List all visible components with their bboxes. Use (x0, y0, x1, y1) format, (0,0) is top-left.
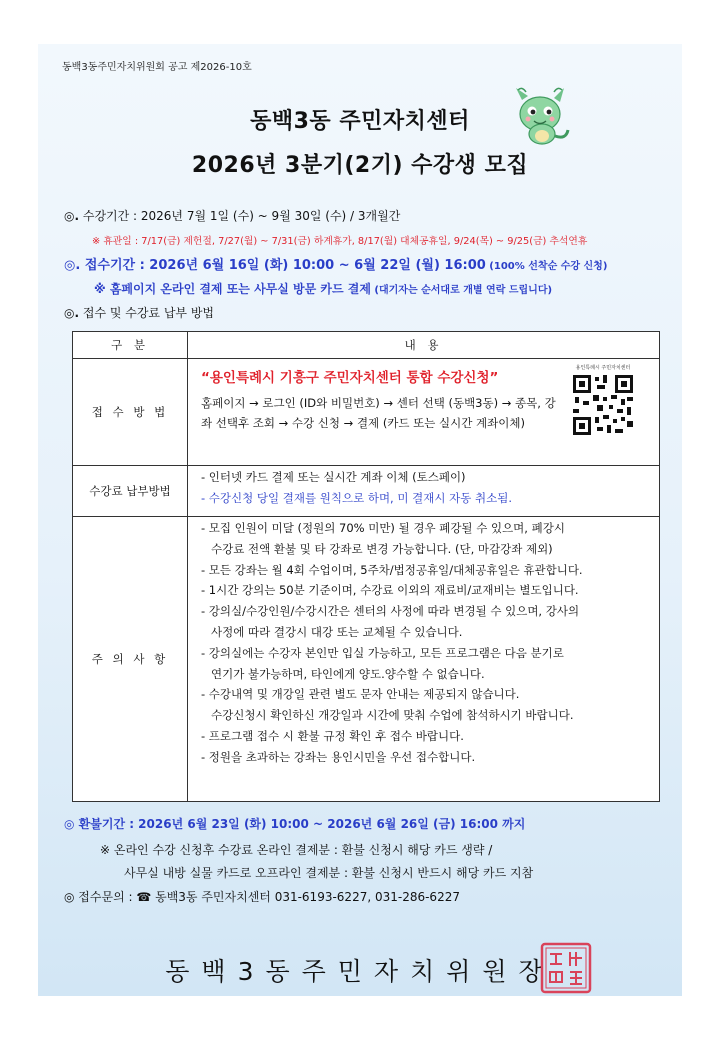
qr-caption: 용인특례시 주민자치센터 (575, 365, 631, 371)
notes-line: - 모든 강좌는 월 4회 수업이며, 5주차/법정공휴일/대체공휴일은 휴관합니다. (201, 562, 583, 577)
registration-steps: 홈페이지 → 로그인 (ID와 비밀번호) → 센터 선택 (동백3동) → 종목, 강좌 선택후 조회 → 수강 신청 → 결제 (카드 또는 실시간 계좌이체) (201, 396, 556, 430)
registration-line (64, 254, 607, 273)
contact-text: 접수문의 : ☎ 동백3동 주민자치센터 031-6193-6227, 031-286-6227 (74, 890, 460, 904)
refund-note-2: 사무실 내방 실물 카드로 오프라인 결제분 : 환불 신청시 반드시 해당 카드 지참 (124, 866, 534, 880)
official-seal-icon (540, 942, 592, 994)
dragon-mascot-icon (508, 84, 572, 146)
qr-block (568, 364, 638, 440)
online-note-sub: (대기자는 순서대로 개별 연락 드립니다) (370, 285, 553, 296)
contact-line (64, 888, 460, 905)
notes-line: - 수강내역 및 개강일 관련 별도 문자 안내는 제공되지 않습니다. (201, 687, 520, 702)
header-category: 구 분 (73, 332, 188, 359)
registration-bullet: ◎. (64, 258, 81, 273)
row-label-registration: 접 수 방 법 (73, 359, 188, 466)
notes-line: 수강료 전액 환불 및 타 강좌로 변경 가능합니다. (단, 마감강좌 제외) (211, 541, 553, 556)
info-table (72, 331, 660, 802)
row-label-notes: 주 의 사 항 (73, 517, 188, 802)
notes-line: - 1시간 강의는 50분 기준이며, 수강료 이외의 재료비/교재비는 별도입니다. (201, 583, 579, 598)
table-row (73, 359, 660, 466)
notes-line: - 강의실에는 수강자 본인만 입실 가능하고, 모든 프로그램은 다음 분기로 (201, 645, 564, 660)
holiday-note: ※ 휴관일 : 7/17(금) 제헌절, 7/27(월) ~ 7/31(금) 하계휴가, 8/17(월) 대체공휴일, 9/24(목) ~ 9/25(금) 추석연휴 (92, 236, 588, 247)
table-header-row (73, 332, 660, 359)
period-text: 수강기간 : 2026년 7월 1일 (수) ~ 9월 30일 (수) / 3개월간 (79, 209, 401, 223)
period-line (64, 207, 400, 224)
table-row (73, 466, 660, 517)
row-content-notes (188, 517, 660, 802)
refund-note-1: ※ 온라인 수강 신청후 수강료 온라인 결제분 : 환불 신청시 해당 카드 생략 / (100, 843, 493, 857)
payment-line-2: - 수강신청 당일 결재를 원칙으로 하며, 미 결재시 자동 취소됨. (201, 491, 512, 505)
notes-line: 사정에 따라 결강시 대강 또는 교체될 수 있습니다. (211, 624, 463, 639)
row-content-payment (188, 466, 660, 517)
method-bullet: ◎. (64, 306, 80, 320)
payment-line-1: - 인터넷 카드 결제 또는 실시간 계좌 이체 (토스페이) (201, 470, 466, 484)
notice-number: 동백3동주민자치위원회 공고 제2026-10호 (62, 62, 252, 73)
registration-text: 접수기간 : 2026년 6월 16일 (화) 10:00 ~ 6월 22일 (월) 16:00 (80, 258, 486, 273)
page-title: 동백3동 주민자치센터 (250, 109, 470, 134)
contact-bullet: ◎ (64, 890, 75, 904)
table-row (73, 517, 660, 802)
refund-text: 환불기간 : 2026년 6월 23일 (화) 10:00 ~ 2026년 6월 26일 (금) 16:00 까지 (74, 817, 526, 831)
refund-line (64, 815, 525, 832)
refund-bullet: ◎ (64, 817, 75, 831)
online-note (94, 280, 552, 297)
row-label-payment: 수강료 납부방법 (73, 466, 188, 517)
notes-line: - 모집 인원이 미달 (정원의 70% 미만) 될 경우 폐강될 수 있으며, 폐강시 (201, 521, 565, 535)
method-heading-text: 접수 및 수강료 납부 방법 (79, 306, 215, 320)
notes-line: - 정원을 초과하는 강좌는 용인시민을 우선 접수합니다. (201, 749, 476, 764)
notes-line: - 강의실/수강인원/수강시간은 센터의 사정에 따라 변경될 수 있으며, 강사의 (201, 604, 580, 619)
notes-line: 수강신청시 확인하신 개강일과 시간에 맞춰 수업에 참석하시기 바랍니다. (211, 708, 574, 723)
page-subtitle: 2026년 3분기(2기) 수강생 모집 (191, 153, 529, 178)
registration-note: (100% 선착순 수강 신청) (485, 261, 608, 272)
notes-line: 연기가 불가능하며, 타인에게 양도.양수할 수 없습니다. (211, 666, 485, 681)
qr-code-icon[interactable] (571, 373, 635, 437)
online-note-main: ※ 홈페이지 온라인 결제 또는 사무실 방문 카드 결제 (94, 282, 371, 296)
row-content-registration (188, 359, 660, 466)
method-heading (64, 304, 214, 321)
footer-signature: 동백3동주민자치위원장 (165, 957, 555, 986)
registration-slogan: “용인특례시 기흥구 주민자치센터 통합 수강신청” (201, 370, 499, 386)
period-bullet: ◎. (64, 209, 80, 223)
notes-line: - 프로그램 접수 시 환불 규정 확인 후 접수 바랍니다. (201, 728, 464, 743)
header-content: 내 용 (188, 332, 660, 359)
